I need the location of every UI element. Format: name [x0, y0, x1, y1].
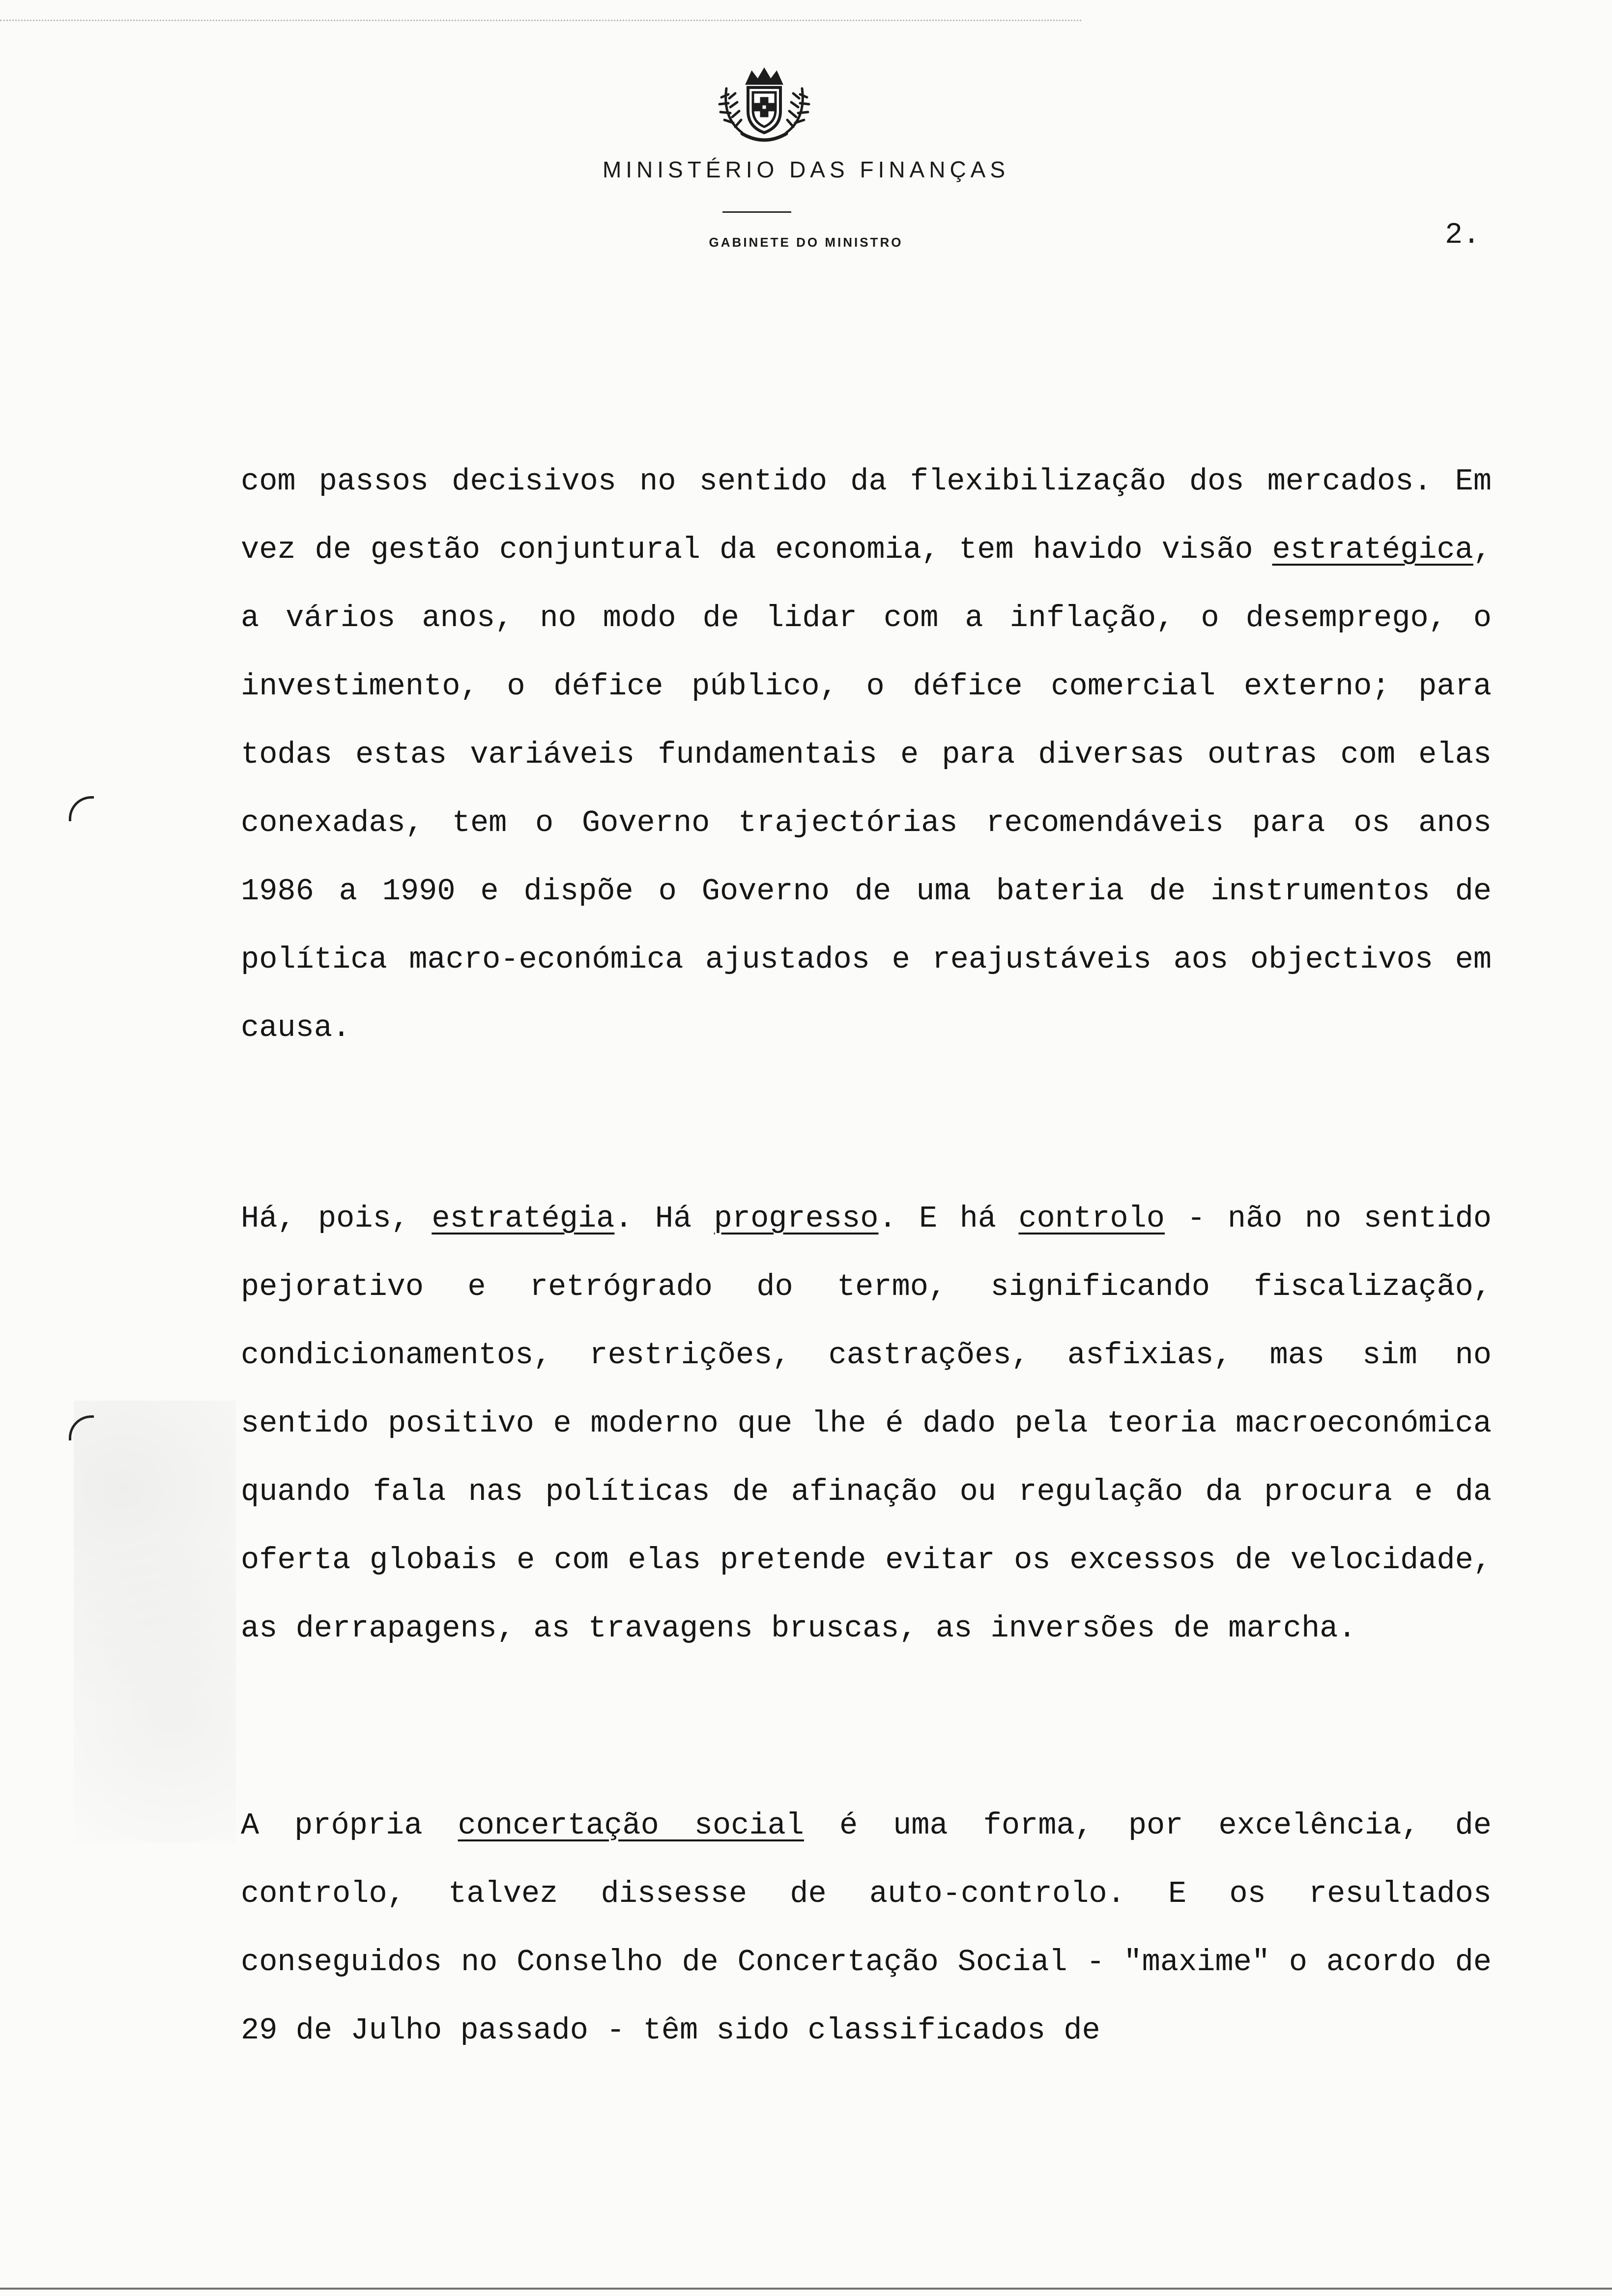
paragraph-2-text: Há, pois,: [241, 1201, 432, 1236]
cabinet-name: GABINETE DO MINISTRO: [709, 235, 903, 250]
paragraph-2-text: . Há: [614, 1201, 714, 1236]
scan-speckle: [74, 1401, 236, 1843]
page-number: 2.: [1445, 219, 1481, 252]
scan-bottom-edge: [0, 2288, 1612, 2290]
paragraph-1-text: , a vários anos, no modo de lidar com a inflação, o desemprego, o investimento, o défice público, o défice comercial externo; para todas estas variáveis fundamentais e para diversas outras com elas conexadas, tem o Governo trajectórias recomendáveis para os anos 1986 a 1990 e dispõe o Governo de uma bateria de instrumentos de política macro-económica ajustados e reajustáveis aos objectivos em causa.: [241, 532, 1492, 1045]
margin-bracket-mark: [69, 1415, 94, 1440]
margin-bracket-mark: [69, 796, 94, 821]
underlined-term-concertacao-social: concertação social: [458, 1808, 804, 1843]
header-divider: [722, 211, 791, 213]
paragraph-2-text: - não no sentido pejorativo e retrógrado do termo, significando fiscalização, condicionamentos, restrições, castrações, asfixias, mas sim no sentido positivo e moderno que lhe é dado pela teoria macroeconómica quando fala nas políticas de afinação ou regulação da procura e da oferta globais e com elas pretende evitar os excessos de velocidade, as derrapagens, as travagens bruscas, as inversões de marcha.: [241, 1201, 1492, 1646]
paragraph-3-text: é uma forma, por excelência, de controlo, talvez dissesse de auto-controlo. E os resultados conseguidos no Conselho de Concertação Social - "maxime" o acordo de 29 de Julho passado - têm sido classificados de: [241, 1808, 1492, 2048]
coat-of-arms-icon: [708, 64, 821, 147]
paragraph-2-text: . E há: [878, 1201, 1019, 1236]
underlined-term-estrategica: estratégica: [1272, 532, 1473, 567]
underlined-term-controlo: controlo: [1018, 1201, 1165, 1236]
underlined-term-estrategia: estratégia: [432, 1201, 615, 1236]
paragraph-1-text: com passos decisivos no sentido da flexibilização dos mercados. Em vez de gestão conjuntural da economia, tem havido visão: [241, 464, 1492, 567]
paragraph-3: [241, 1791, 1492, 2065]
paragraph-3-text: A própria: [241, 1808, 458, 1843]
ministry-name: MINISTÉRIO DAS FINANÇAS: [602, 157, 1010, 182]
paragraph-1: [241, 447, 1492, 1062]
scan-edge-line: [0, 20, 1081, 21]
underlined-term-progresso: progresso: [714, 1201, 879, 1236]
paragraph-2: [241, 1184, 1492, 1663]
